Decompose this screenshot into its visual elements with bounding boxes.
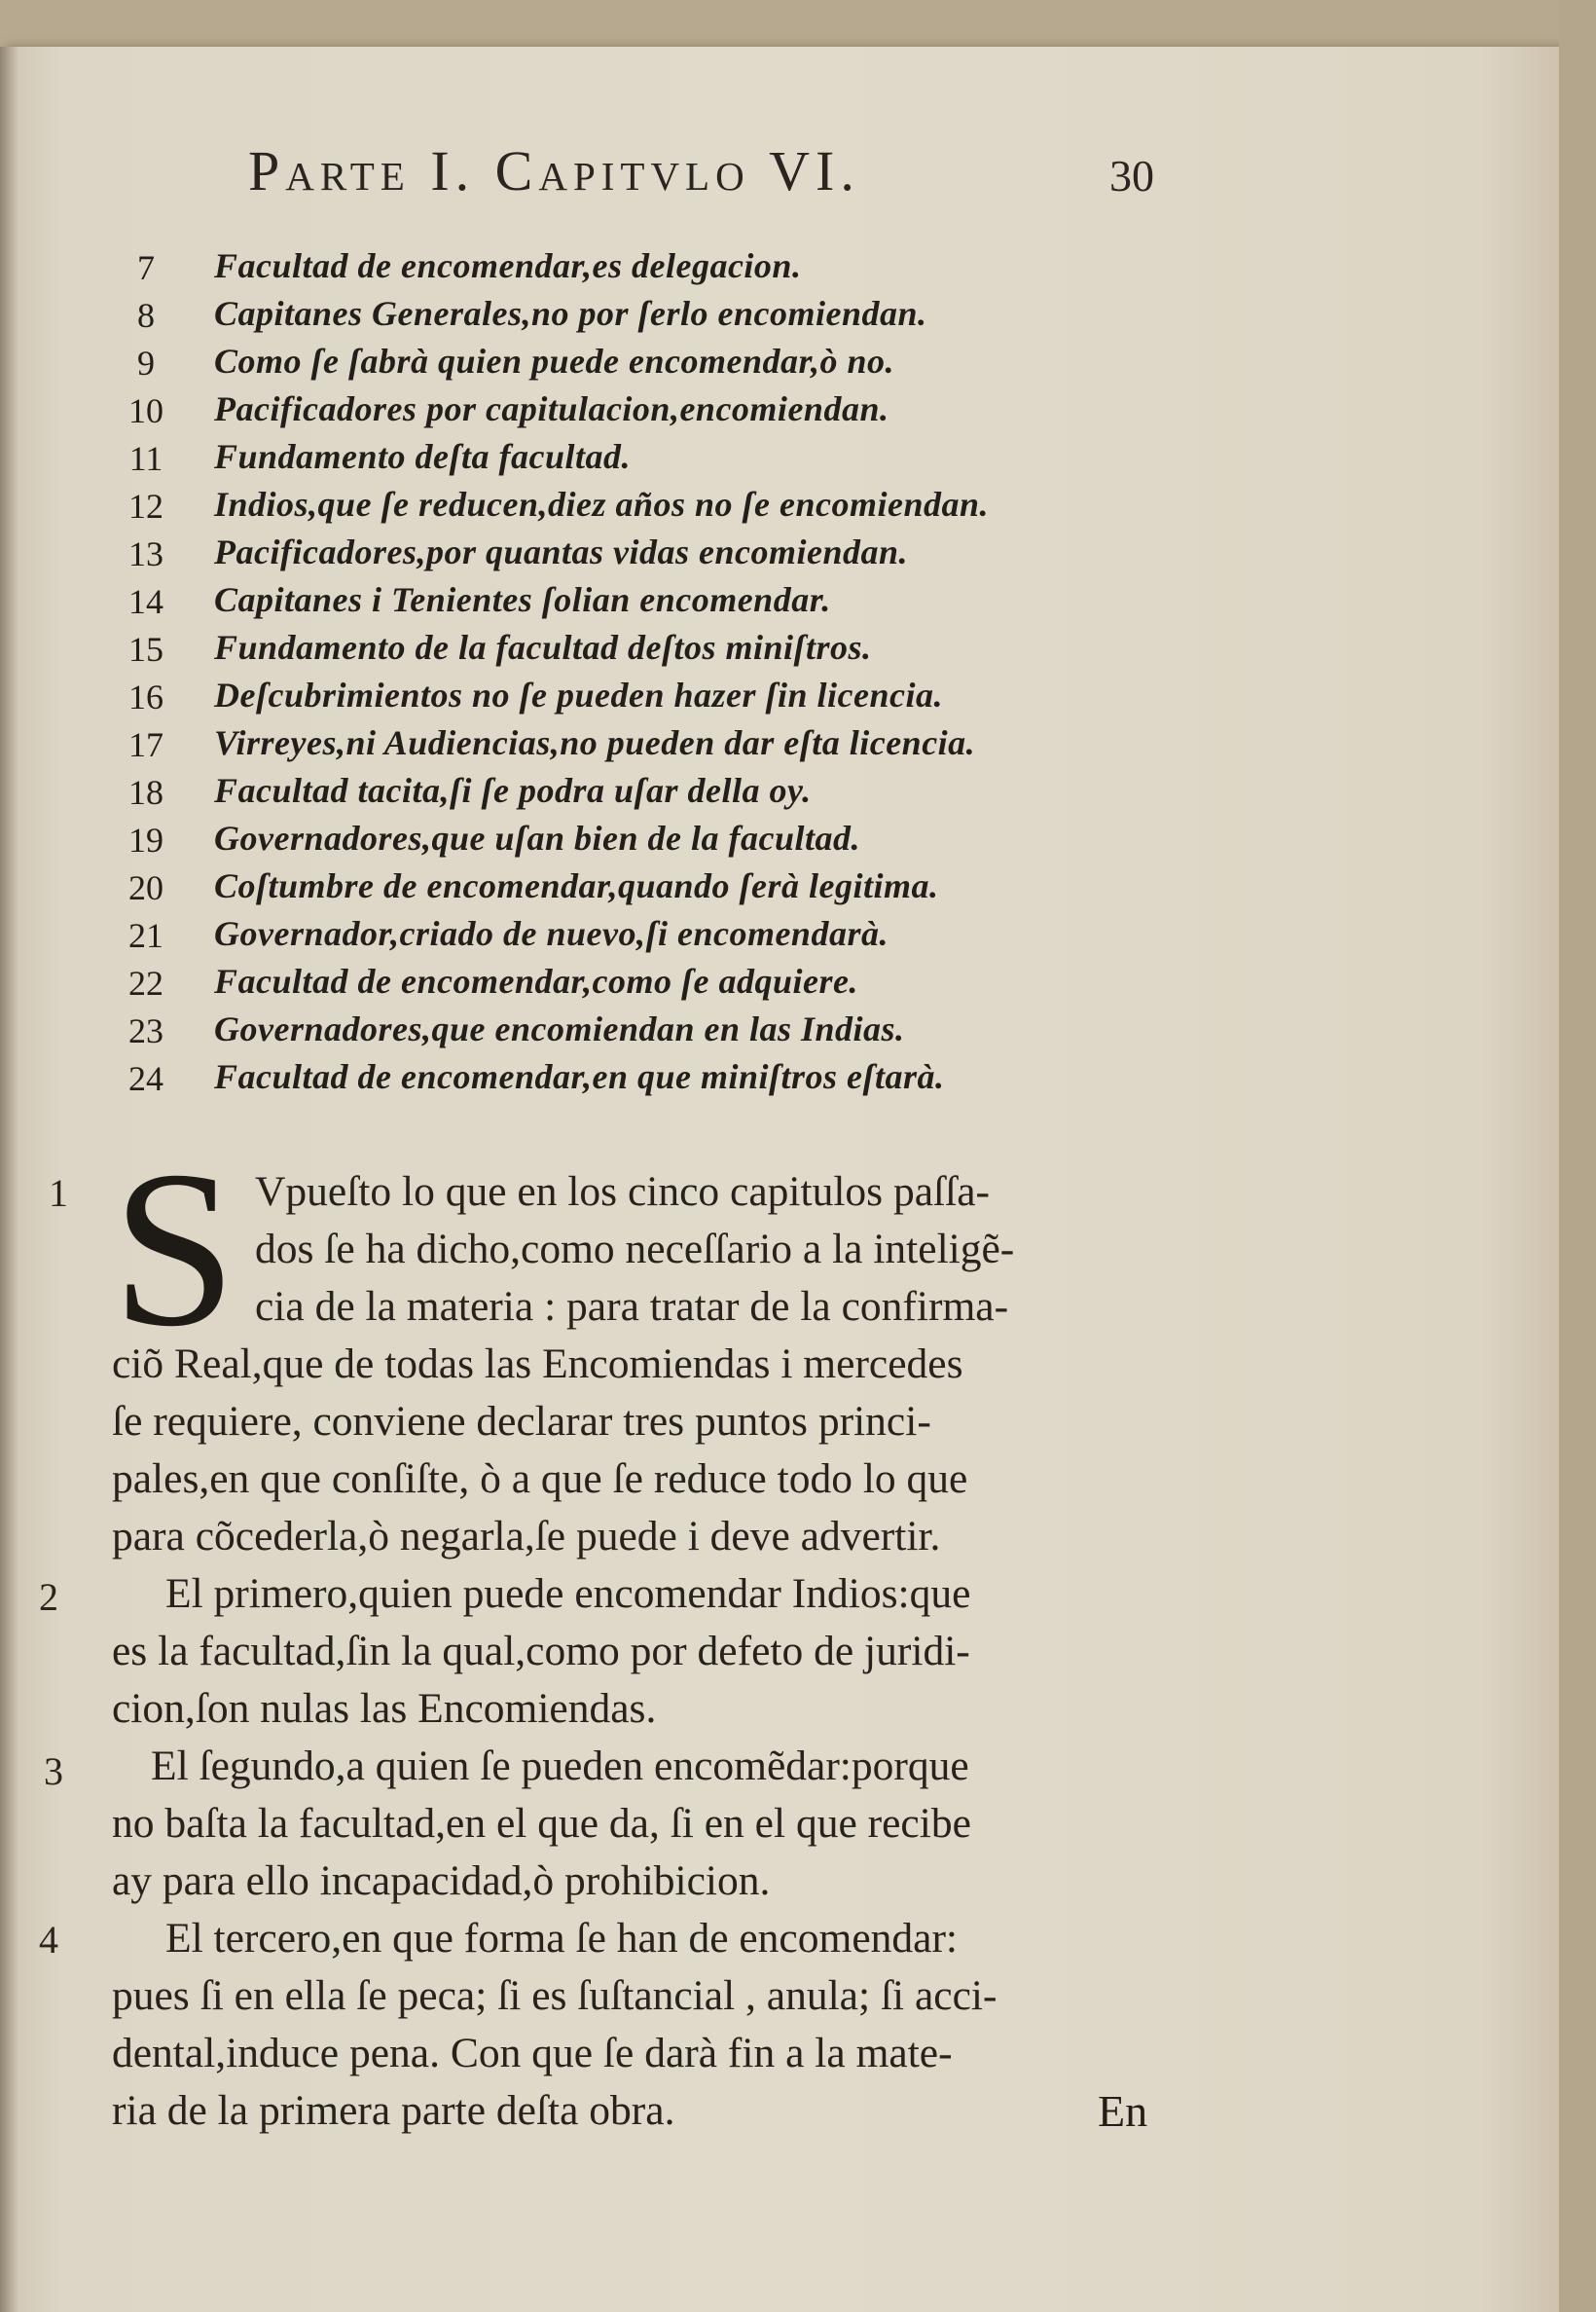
- drop-cap: S: [112, 1124, 236, 1373]
- margin-number: 3: [44, 1749, 63, 1793]
- summary-item: [107, 432, 1178, 480]
- text-line: cion,ſon nulas las Encomiendas.: [112, 1685, 657, 1732]
- summary-text: Capitanes Generales,no por ſerlo encomiendan.: [214, 294, 927, 333]
- summary-number: 10: [128, 391, 163, 430]
- summary-item: [107, 289, 1178, 337]
- summary-number: 7: [137, 248, 155, 287]
- text-line: no baſta la facultad,en el que da, ſi en el que recibe: [112, 1800, 971, 1847]
- summary-text: Fundamento deſta facultad.: [214, 437, 632, 476]
- running-head-title: Parte I. Capitvlo VI.: [248, 139, 860, 202]
- summary-text: Governadores,que uſan bien de la facultad.: [214, 819, 860, 858]
- scan-background-top: [0, 0, 1596, 47]
- summary-number: 20: [128, 868, 163, 907]
- summary-text: Indios,que ſe reducen,diez años no ſe encomiendan.: [214, 485, 990, 524]
- text-line: pales,en que conſiſte, ò a que ſe reduce todo lo que: [112, 1455, 968, 1502]
- summary-number: 23: [128, 1011, 163, 1050]
- summary-number: 9: [137, 344, 155, 383]
- text-line: ſe requiere, conviene declarar tres puntos princi-: [112, 1398, 931, 1445]
- summary-number: 16: [128, 678, 163, 716]
- summary-item: [107, 718, 1178, 766]
- summary-text: Governadores,que encomiendan en las Indias.: [214, 1009, 905, 1048]
- text-line: ciõ Real,que de todas las Encomiendas i mercedes: [112, 1340, 963, 1387]
- text-line: 3 El ſegundo,a quien ſe pueden encomẽdar:porque: [112, 1738, 1187, 1795]
- summary-number: 22: [128, 964, 163, 1003]
- catchword: En: [1098, 2086, 1148, 2136]
- summary-text: Fundamento de la facultad deſtos miniſtros.: [214, 628, 872, 667]
- summary-text: Facultad de encomendar,es delegacion.: [214, 246, 802, 285]
- summary-number: 15: [128, 630, 163, 669]
- chapter-summary-list: [107, 241, 1178, 1100]
- margin-number: 2: [39, 1575, 58, 1619]
- summary-text: Facultad de encomendar,en que miniſtros eſtarà.: [214, 1057, 945, 1096]
- summary-item: [107, 1005, 1178, 1052]
- summary-text: Facultad tacita,ſi ſe podra uſar della oy.: [214, 771, 812, 810]
- summary-text: Coſtumbre de encomendar,quando ſerà legitima.: [214, 866, 939, 905]
- summary-text: Governador,criado de nuevo,ſi encomendarà.: [214, 914, 889, 953]
- summary-item: [107, 957, 1178, 1005]
- summary-number: 18: [128, 773, 163, 812]
- running-header: [248, 138, 1221, 206]
- summary-text: Pacificadores por capitulacion,encomiendan.: [214, 389, 889, 428]
- summary-text: Facultad de encomendar,como ſe adquiere.: [214, 962, 858, 1001]
- summary-number: 11: [128, 439, 163, 478]
- summary-number: 13: [128, 534, 163, 573]
- scan-background-right: [1559, 0, 1596, 2312]
- summary-number: 8: [137, 296, 155, 335]
- summary-item: [107, 1052, 1178, 1100]
- text-line: pues ſi en ella ſe peca; ſi es ſuſtancial , anula; ſi acci-: [112, 1972, 998, 2019]
- text-line: ria de la primera parte deſta obra.: [112, 2087, 675, 2134]
- summary-item: [107, 241, 1178, 289]
- page-number: 30: [1109, 151, 1154, 201]
- text-line: 2 El primero,quien puede encomendar Indios:que: [112, 1565, 1187, 1623]
- text-line: es la facultad,ſin la qual,como por defeto de juridi-: [112, 1628, 970, 1674]
- text-line: dos ſe ha dicho,como neceſſario a la inteligẽ-: [255, 1226, 1015, 1272]
- summary-text: Pacificadores,por quantas vidas encomiendan.: [214, 532, 908, 571]
- summary-item: [107, 814, 1178, 862]
- text-line: para cõcederla,ò negarla,ſe puede i deve advertir.: [112, 1513, 941, 1560]
- summary-item: [107, 909, 1178, 957]
- summary-item: [107, 480, 1178, 528]
- text-line: Vpueſto lo que en los cinco capitulos paſſa-: [255, 1168, 991, 1215]
- margin-number: 4: [39, 1918, 58, 1962]
- summary-item: [107, 766, 1178, 814]
- summary-number: 19: [128, 821, 163, 860]
- main-text: [39, 1124, 1187, 2140]
- text-line: cia de la materia : para tratar de la confirma-: [255, 1283, 1009, 1330]
- summary-number: 17: [128, 725, 163, 764]
- page-binding-shadow: [0, 47, 18, 2312]
- summary-item: [107, 671, 1178, 718]
- summary-item: [107, 385, 1178, 432]
- summary-item: [107, 862, 1178, 909]
- summary-text: Como ſe ſabrà quien puede encomendar,ò no.: [214, 342, 895, 381]
- summary-item: [107, 528, 1178, 575]
- margin-number: 1: [49, 1171, 68, 1215]
- summary-number: 24: [128, 1059, 163, 1098]
- summary-text: Virreyes,ni Audiencias,no pueden dar eſta licencia.: [214, 723, 976, 762]
- summary-number: 21: [128, 916, 163, 955]
- summary-text: Capitanes i Tenientes ſolian encomendar.: [214, 580, 831, 619]
- summary-text: Deſcubrimientos no ſe pueden hazer ſin licencia.: [214, 676, 943, 715]
- summary-item: [107, 623, 1178, 671]
- summary-number: 14: [128, 582, 163, 621]
- summary-item: [107, 337, 1178, 385]
- text-line: ay para ello incapacidad,ò prohibicion.: [112, 1857, 771, 1904]
- summary-item: [107, 575, 1178, 623]
- summary-number: 12: [128, 487, 163, 526]
- text-line: 4 El tercero,en que forma ſe han de encomendar:: [112, 1910, 1187, 1967]
- text-line: dental,induce pena. Con que ſe darà fin a la mate-: [112, 2030, 953, 2076]
